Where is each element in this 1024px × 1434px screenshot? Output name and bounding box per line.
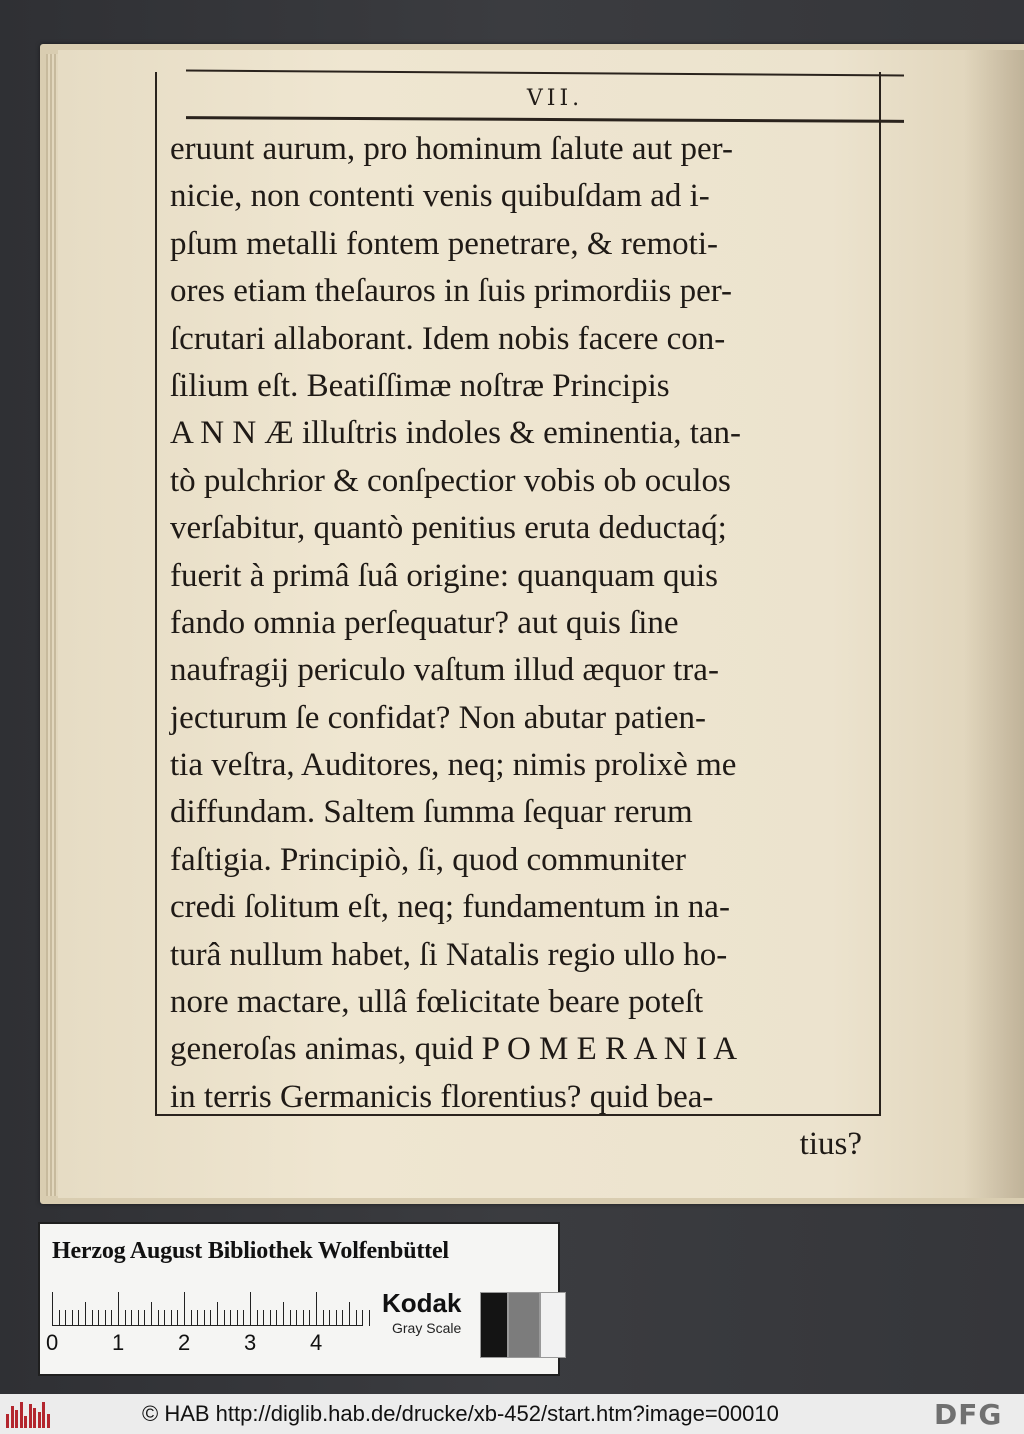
ruler-tick bbox=[290, 1310, 291, 1326]
gray-patch-white bbox=[540, 1292, 566, 1358]
folio-number: VII. bbox=[526, 86, 584, 111]
gray-patch-mid bbox=[508, 1292, 540, 1358]
ruler-tick bbox=[296, 1310, 297, 1326]
ruler-tick bbox=[349, 1302, 350, 1326]
footer-bar bbox=[0, 1394, 1024, 1434]
ruler-tick bbox=[105, 1310, 106, 1326]
hab-logo-icon bbox=[6, 1402, 52, 1428]
text-line: fuerit à primâ ſuâ origine: quanquam quis bbox=[170, 557, 719, 594]
ruler-tick bbox=[191, 1310, 192, 1326]
ruler-tick bbox=[224, 1310, 225, 1326]
text-line: ſcrutari allaborant. Idem nobis facere con- bbox=[170, 320, 726, 357]
ruler-tick bbox=[336, 1310, 337, 1326]
ruler-tick bbox=[210, 1310, 211, 1326]
text-line: generoſas animas, quid P O M E R A N I A bbox=[170, 1031, 738, 1068]
ruler-tick bbox=[309, 1310, 310, 1326]
ruler-numbers bbox=[46, 1330, 366, 1358]
text-line: eruunt aurum, pro hominum ſalute aut per- bbox=[170, 131, 733, 167]
text-line: tia veſtra, Auditores, neq; nimis prolixè me bbox=[170, 747, 737, 784]
ruler-number: 1 bbox=[112, 1330, 125, 1355]
ruler-tick bbox=[197, 1310, 198, 1326]
ruler-tick bbox=[118, 1292, 119, 1326]
text-line: ores etiam theſauros in ſuis primordiis per- bbox=[170, 273, 733, 310]
text-line: faſtigia. Principiò, ſi, quod communiter bbox=[170, 841, 686, 878]
ruler-tick bbox=[323, 1310, 324, 1326]
ruler-tick bbox=[65, 1310, 66, 1326]
ruler-tick bbox=[98, 1310, 99, 1326]
gray-patch-black bbox=[480, 1292, 508, 1358]
ruler-tick bbox=[342, 1310, 343, 1326]
catchword: tius? bbox=[799, 1126, 862, 1163]
ruler-number: 3 bbox=[244, 1330, 257, 1355]
ruler-tick bbox=[329, 1310, 330, 1326]
ruler-tick bbox=[144, 1310, 145, 1326]
ruler-tick bbox=[369, 1310, 370, 1326]
ruler-tick bbox=[230, 1310, 231, 1326]
text-block bbox=[170, 126, 876, 1169]
ruler-tick bbox=[237, 1310, 238, 1326]
ruler-tick bbox=[52, 1292, 53, 1326]
ruler-tick bbox=[171, 1310, 172, 1326]
ruler-tick bbox=[270, 1310, 271, 1326]
ruler-tick bbox=[263, 1310, 264, 1326]
dfg-logo: DFG bbox=[934, 1398, 1003, 1431]
ruler-tick bbox=[257, 1310, 258, 1326]
gray-scale-label: Gray Scale bbox=[392, 1320, 462, 1336]
ruler-tick bbox=[250, 1292, 251, 1326]
text-line: A N N Æ illuſtris indoles & eminentia, tan- bbox=[170, 415, 742, 452]
text-line: in terris Germanicis florentius? quid bea- bbox=[170, 1078, 714, 1115]
ruler-tick bbox=[125, 1310, 126, 1326]
text-line: credi ſolitum eſt, neq; fundamentum in na- bbox=[170, 889, 730, 926]
ruler-tick bbox=[138, 1310, 139, 1326]
institution-name: Herzog August Bibliothek Wolfenbüttel bbox=[52, 1238, 449, 1264]
text-line: turâ nullum habet, ſi Natalis regio ullo ho- bbox=[170, 936, 728, 973]
text-line: verſabitur, quantò penitius eruta deductaq́; bbox=[170, 510, 727, 547]
ruler-tick bbox=[164, 1310, 165, 1326]
ruler-tick bbox=[151, 1302, 152, 1326]
ruler-scale bbox=[52, 1290, 362, 1326]
text-line: jecturum ſe confidat? Non abutar patien- bbox=[170, 699, 707, 736]
text-line: naufragij periculo vaſtum illud æquor tra- bbox=[170, 652, 719, 689]
ruler-number: 2 bbox=[178, 1330, 191, 1355]
ruler-tick bbox=[243, 1310, 244, 1326]
ruler-tick bbox=[72, 1310, 73, 1326]
ruler-tick bbox=[131, 1310, 132, 1326]
ruler-tick bbox=[303, 1310, 304, 1326]
ruler-tick bbox=[316, 1292, 317, 1326]
text-line: fando omnia perſequatur? aut quis ſine bbox=[170, 604, 679, 641]
ruler-tick bbox=[204, 1310, 205, 1326]
ruler-tick bbox=[158, 1310, 159, 1326]
ruler-tick bbox=[184, 1292, 185, 1326]
ruler-tick bbox=[78, 1310, 79, 1326]
copyright-link[interactable]: © HAB http://diglib.hab.de/drucke/xb-452/start.htm?image=00010 bbox=[142, 1401, 779, 1426]
ruler-tick bbox=[59, 1310, 60, 1326]
text-line: nore mactare, ullâ fœlicitate beare poteſt bbox=[170, 984, 704, 1021]
text-line: diffundam. Saltem ſumma ſequar rerum bbox=[170, 794, 693, 831]
kodak-logo: Kodak bbox=[382, 1288, 462, 1318]
ruler-number: 4 bbox=[310, 1330, 323, 1355]
ruler-tick bbox=[177, 1310, 178, 1326]
ruler-tick bbox=[283, 1302, 284, 1326]
ruler-tick bbox=[85, 1302, 86, 1326]
text-line: ſilium eſt. Beatiſſimæ noſtræ Principis bbox=[170, 367, 670, 404]
ruler-number: 0 bbox=[46, 1330, 59, 1355]
text-line: tò pulchrior & conſpectior vobis ob oculos bbox=[170, 462, 731, 499]
ruler-tick bbox=[276, 1310, 277, 1326]
ruler-tick bbox=[356, 1310, 357, 1326]
text-line: nicie, non contenti venis quibuſdam ad i- bbox=[170, 178, 710, 215]
text-line: pſum metalli fontem penetrare, & remoti- bbox=[170, 225, 718, 262]
color-target bbox=[38, 1222, 560, 1376]
ruler-tick bbox=[362, 1310, 363, 1326]
ruler-tick bbox=[111, 1310, 112, 1326]
ruler-tick bbox=[92, 1310, 93, 1326]
ruler-tick bbox=[217, 1302, 218, 1326]
